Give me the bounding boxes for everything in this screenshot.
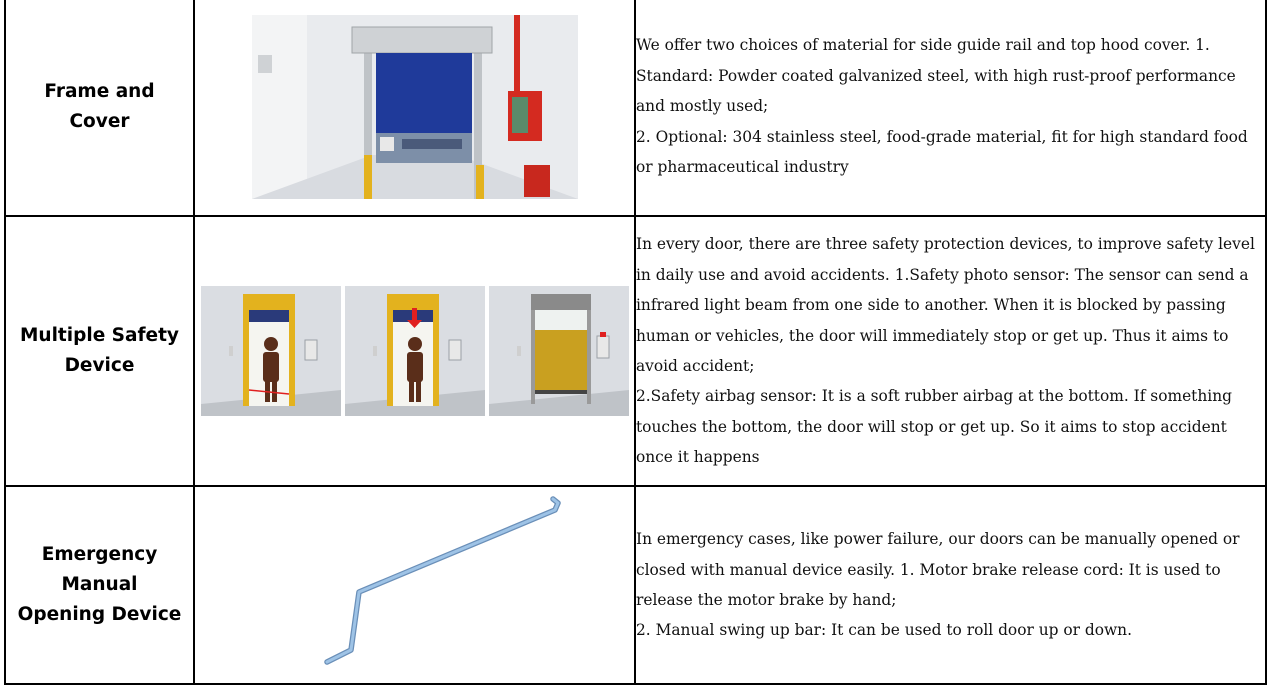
crank-bar-drawing xyxy=(195,490,636,680)
row-label-emergency-device: Emergency Manual Opening Device xyxy=(5,486,194,684)
photo-sensor-panel xyxy=(201,286,341,416)
table-row xyxy=(5,0,1266,216)
spec-table xyxy=(4,0,1267,685)
frame-cover-description: We offer two choices of material for side guide rail and top hood cover. 1. Standard: Powder coated galvanized steel, with high rust-proof performance and mostly used; 2. Optional: 304 stainless steel, food-grade material, fit for high standard food or pharmaceutical industry xyxy=(635,0,1266,216)
high-speed-door-photo xyxy=(252,15,578,199)
safety-device-illustrations xyxy=(201,286,629,416)
emergency-device-description: In emergency cases, like power failure, our doors can be manually opened or closed with manual device easily. 1. Motor brake release cord: It is used to release the motor brake by hand; 2. Manual swing up bar: It can be used to roll door up or down. xyxy=(635,486,1266,684)
emergency-device-image-cell xyxy=(194,486,635,684)
row-label-frame-cover: Frame and Cover xyxy=(5,0,194,216)
row-label-safety-device: Multiple Safety Device xyxy=(5,216,194,486)
frame-cover-image-cell xyxy=(194,0,635,216)
safety-device-description: In every door, there are three safety protection devices, to improve safety level in daily use and avoid accidents. 1.Safety photo sensor: The sensor can send a infrared light beam from one side to another. When it is blocked by passing human or vehicles, the door will immediately stop or get up. Thus it aims to avoid accident; 2.Safety airbag sensor: It is a soft rubber airbag at the bottom. If something touches the bottom, the door will stop or get up. So it aims to stop accident once it happens xyxy=(635,216,1266,486)
radar-sensor-panel xyxy=(345,286,485,416)
table-row xyxy=(5,216,1266,486)
airbag-sensor-panel xyxy=(489,286,629,416)
safety-device-image-cell xyxy=(194,216,635,486)
table-row xyxy=(5,486,1266,684)
